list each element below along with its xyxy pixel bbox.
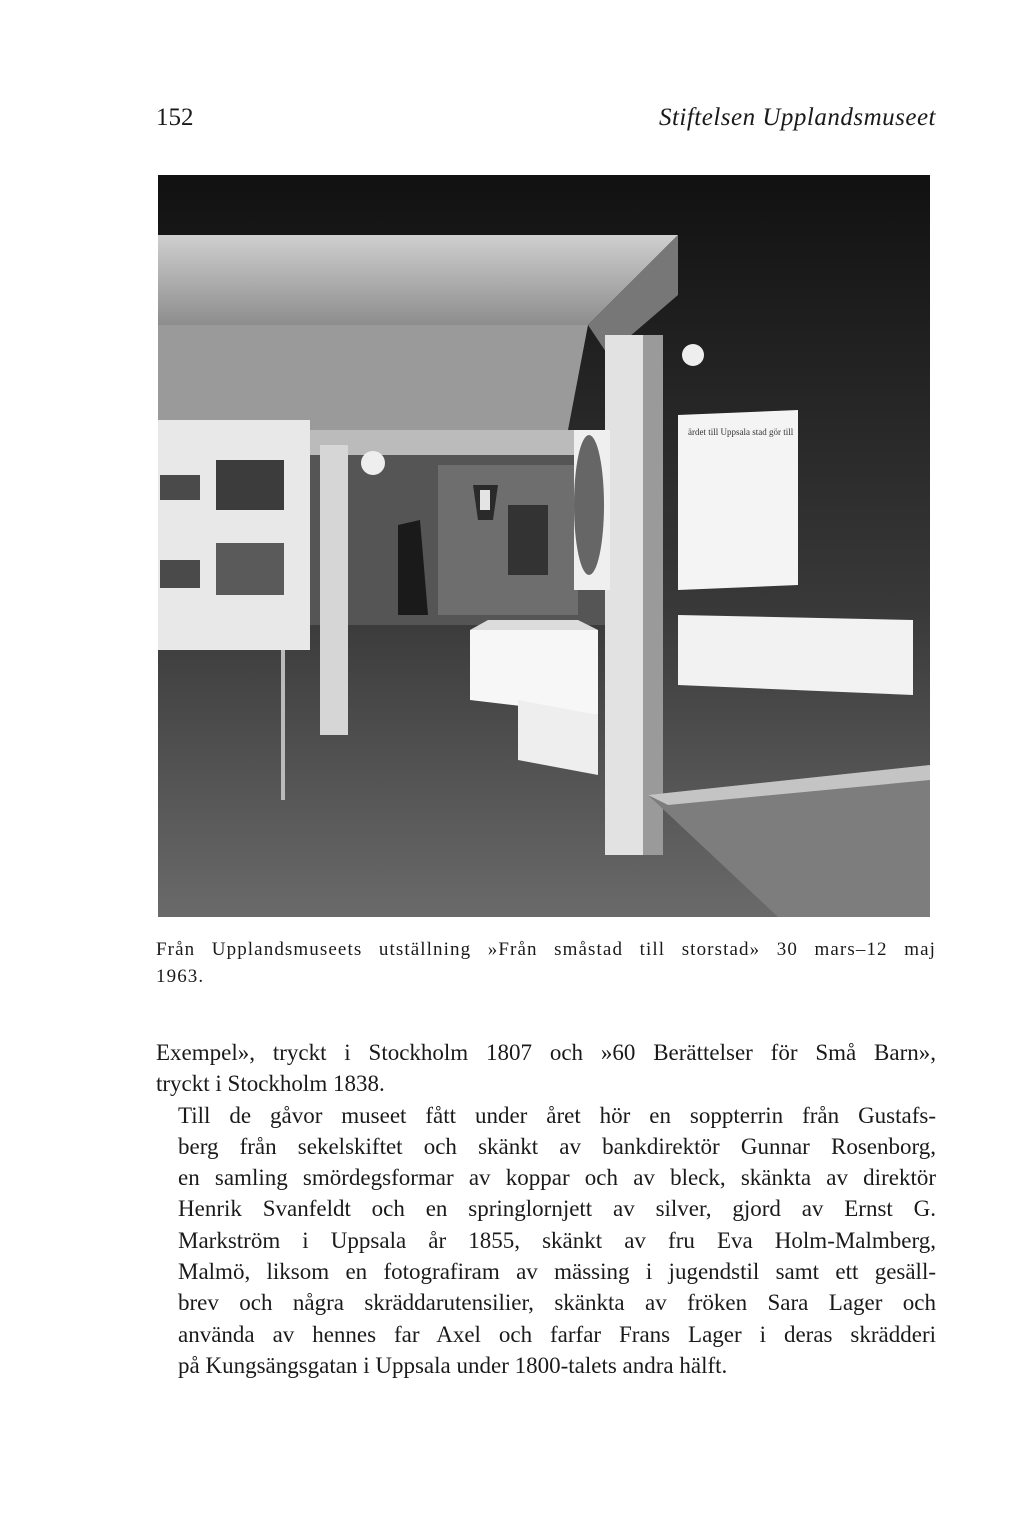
text-line: Henrik Svanfeldt och en springlornjett av silver, gjord av Ernst G. [178, 1196, 936, 1222]
text-line: tryckt i Stockholm 1838. [156, 1071, 385, 1097]
text-line: Till de gåvor museet fått under året hör en soppterrin från Gustafs- [178, 1102, 936, 1128]
page-header [156, 104, 936, 144]
body-text [156, 1037, 936, 1381]
text-line: Malmö, liksom en fotografiram av mässing i jugendstil samt ett gesäll- [178, 1259, 936, 1285]
figure-caption [156, 936, 936, 990]
running-title: Stiftelsen Upplandsmuseet [658, 104, 936, 131]
text-line: brev och några skräddarutensilier, skänkta av fröken Sara Lager och [178, 1290, 936, 1316]
caption-line: Från Upplandsmuseets utställning »Från småstad till storstad» 30 mars–12 maj [156, 939, 936, 960]
text-line: Markström i Uppsala år 1855, skänkt av fru Eva Holm-Malmberg, [178, 1227, 936, 1253]
text-line: använda av hennes far Axel och farfar Frans Lager i deras skrädderi [178, 1321, 936, 1347]
caption-line: 1963. [156, 966, 205, 987]
page-number: 152 [156, 104, 194, 131]
text-line: en samling smördegsformar av koppar och av bleck, skänkta av direktör [178, 1165, 936, 1191]
text-line: berg från sekelskiftet och skänkt av bankdirektör Gunnar Rosenborg, [178, 1133, 936, 1159]
paragraph [156, 1037, 936, 1100]
poster-text: ärdet till Uppsala stad gör till [688, 427, 794, 437]
paragraph [156, 1100, 936, 1382]
text-line: på Kungsängsgatan i Uppsala under 1800-talets andra hälft. [178, 1352, 728, 1378]
text-line: Exempel», tryckt i Stockholm 1807 och »60 Berättelser för Små Barn», [156, 1040, 936, 1065]
exhibition-photo [158, 175, 930, 917]
